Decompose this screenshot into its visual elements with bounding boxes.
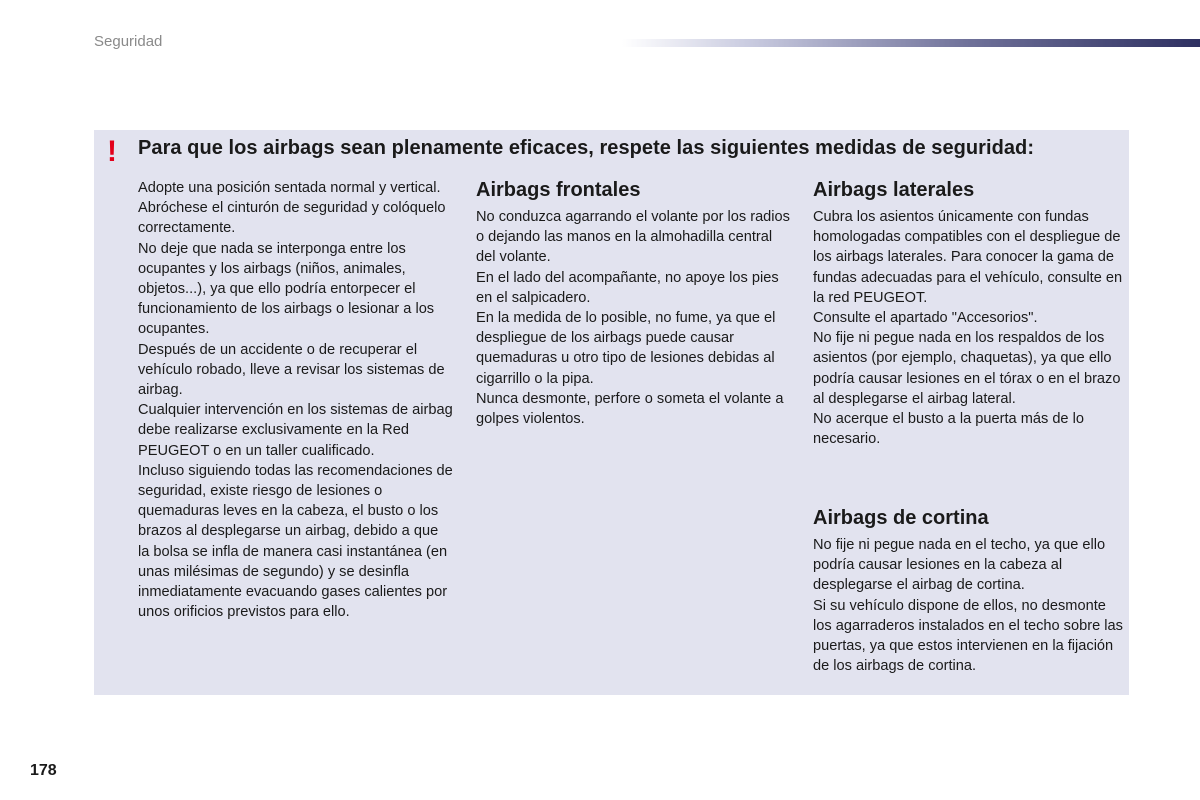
general-paragraph: Cualquier intervención en los sistemas de airbag debe realizarse exclusivamente en la Red PEUGEOT o en un taller cualificado.	[138, 402, 453, 459]
warning-heading: Para que los airbags sean plenamente eficaces, respete las siguientes medidas de seguridad:	[138, 137, 1035, 159]
curtain-paragraph: No fije ni pegue nada en el techo, ya que ello podría causar lesiones en la cabeza al desplegarse el airbag de cortina.	[813, 537, 1106, 594]
lateral-paragraph: No fije ni pegue nada en los respaldos de los asientos (por ejemplo, chaquetas), ya que ello podría causar lesiones en el tórax o en el brazo al desplegarse el airbag lateral.	[813, 330, 1121, 407]
frontal-paragraph: En el lado del acompañante, no apoye los pies en el salpicadero.	[476, 269, 779, 306]
curtain-airbags-heading: Airbags de cortina	[813, 507, 989, 529]
curtain-paragraph: Si su vehículo dispone de ellos, no desmonte los agarraderos instalados en el techo sobre las puertas, ya que estos intervienen en la fijación de los airbags de cortina.	[813, 597, 1123, 675]
lateral-paragraph: No acerque el busto a la puerta más de lo necesario.	[813, 411, 1084, 448]
frontal-paragraph: En la medida de lo posible, no fume, ya que el despliegue de los airbags puede causar quemaduras u otro tipo de lesiones debidas al cigarrillo o la pipa.	[476, 310, 776, 387]
general-paragraph: Después de un accidente o de recuperar el vehículo robado, lleve a revisar los sistemas de airbag.	[138, 341, 445, 399]
lateral-airbags-heading: Airbags laterales	[813, 179, 975, 201]
lateral-paragraph: Cubra los asientos únicamente con fundas homologadas compatibles con el despliegue de los airbags laterales. Para conocer la gama de fundas adecuadas para el vehículo, consulte en la red PEUGEOT.	[813, 209, 1123, 306]
section-title: Seguridad	[94, 33, 163, 50]
lateral-airbags-column	[813, 178, 1128, 449]
lateral-paragraph: Consulte el apartado "Accesorios".	[813, 310, 1038, 327]
general-paragraph: No deje que nada se interponga entre los ocupantes y los airbags (niños, animales, objetos...), ya que ello podría entorpecer el funcionamiento de los airbags o lesionar a los ocupantes.	[138, 240, 435, 338]
curtain-airbags-column	[813, 506, 1128, 676]
general-paragraph: Incluso siguiendo todas las recomendaciones de seguridad, existe riesgo de lesiones o quemaduras leves en la cabeza, el busto o los brazos al desplegarse un airbag, debido a que la bolsa se infla de manera casi instantánea (en unas milésimas de segundo) y se desinfla inmediatamente evacuando gases calientes por unos orificios previstos para ello.	[138, 462, 453, 621]
frontal-paragraph: Nunca desmonte, perfore o someta el volante a golpes violentos.	[476, 390, 784, 428]
page-number: 178	[30, 762, 57, 779]
general-paragraph: Abróchese el cinturón de seguridad y colóquelo correctamente.	[138, 200, 446, 237]
general-paragraph: Adopte una posición sentada normal y vertical.	[138, 180, 441, 196]
frontal-airbags-heading: Airbags frontales	[476, 179, 641, 201]
frontal-paragraph: No conduzca agarrando el volante por los radios o dejando las manos en la almohadilla central del volante.	[476, 209, 790, 266]
header-gradient-bar	[622, 39, 1200, 47]
warning-exclamation-icon: !	[107, 135, 117, 168]
frontal-airbags-column	[476, 178, 791, 429]
general-precautions-column	[138, 178, 453, 622]
